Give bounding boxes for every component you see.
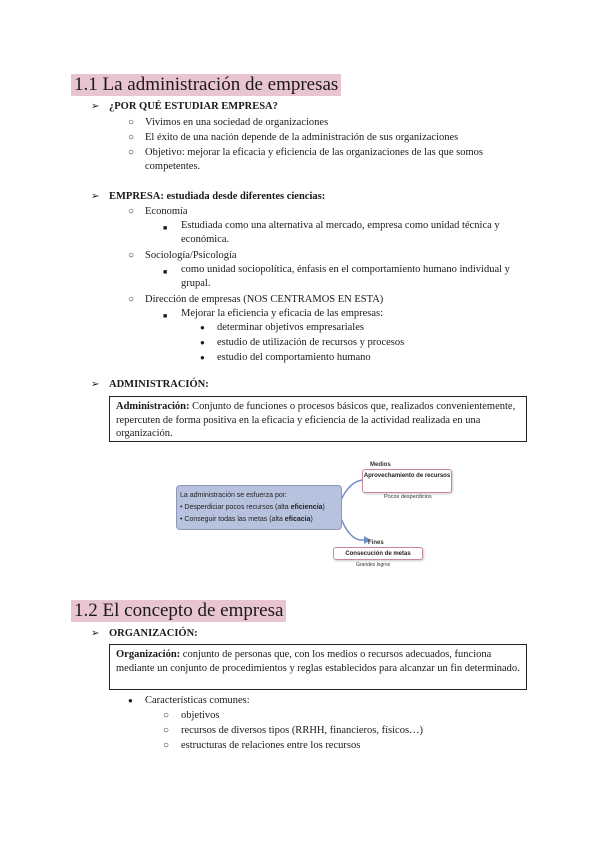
list-item: Características comunes: <box>145 695 250 706</box>
definition-box <box>109 644 527 690</box>
list-item: como unidad sociopolítica, énfasis en el comportamiento humano individual y grupal. <box>181 264 510 289</box>
list-item: estudio del comportamiento humano <box>217 352 371 363</box>
diagram-medios-sub: Pocos desperdicios <box>384 494 432 500</box>
diagram-fines-sub: Grandes logros <box>356 562 391 568</box>
arrow-bullet-icon: ➢ <box>91 191 100 202</box>
list-item: Vivimos en una sociedad de organizaciones <box>145 117 329 128</box>
subheading: EMPRESA: estudiada desde diferentes ciencias: <box>109 191 326 202</box>
list-item: Objetivo: mejorar la eficacia y eficiencia de las organizaciones de las que somos competentes. <box>145 147 483 172</box>
list-item: determinar objetivos empresariales <box>217 322 364 333</box>
circle-bullet-icon: ○ <box>128 147 135 158</box>
arrow-bullet-icon: ➢ <box>91 628 100 639</box>
circle-bullet-icon: ○ <box>128 117 135 128</box>
list-item: Economía <box>145 206 188 217</box>
list-item: Dirección de empresas (NOS CENTRAMOS EN ESTA) <box>145 294 384 305</box>
section-title: 1.1 La administración de empresas <box>71 74 341 96</box>
definition-box <box>109 396 527 442</box>
square-bullet-icon: ■ <box>163 224 168 232</box>
list-item: Sociología/Psicología <box>145 250 237 261</box>
list-item: estructuras de relaciones entre los recursos <box>181 740 361 751</box>
definition-text: Conjunto de funciones o procesos básicos que, realizados convenientemente, repercuten de forma positiva en la eficacia y eficiencia de la actividad realizada en una organización. <box>116 401 516 439</box>
diagram-medios-box: Aprovechamiento de recursos <box>362 469 452 493</box>
subheading: ¿POR QUÉ ESTUDIAR EMPRESA? <box>109 101 278 112</box>
diagram-fines-box: Consecución de metas <box>333 547 423 560</box>
circle-bullet-icon: ○ <box>128 250 135 261</box>
diagram-medios-label: Medios <box>370 462 391 468</box>
list-item: Estudiada como una alternativa al mercado, empresa como unidad técnica y económica. <box>181 220 500 245</box>
dot-bullet-icon: ● <box>200 353 205 362</box>
diagram-main-box <box>176 485 342 530</box>
arrow-bullet-icon: ➢ <box>91 379 100 390</box>
circle-bullet-icon: ○ <box>163 740 170 751</box>
list-item: objetivos <box>181 710 220 721</box>
arrow-bullet-icon: ➢ <box>91 101 100 112</box>
circle-bullet-icon: ○ <box>128 132 135 143</box>
square-bullet-icon: ■ <box>163 312 168 320</box>
definition-text: conjunto de personas que, con los medios o recursos adecuados, funciona mediante un conjunto de procedimientos y reglas establecidos para alcanzar un fin determinado. <box>116 649 520 674</box>
dot-bullet-icon: ● <box>200 338 205 347</box>
section-title: 1.2 El concepto de empresa <box>71 600 286 622</box>
circle-bullet-icon: ○ <box>163 725 170 736</box>
diagram-main-title: La administración se esfuerza por: <box>180 492 287 499</box>
square-bullet-icon: ■ <box>163 268 168 276</box>
circle-bullet-icon: ○ <box>128 294 135 305</box>
list-item: Mejorar la eficiencia y eficacia de las empresas: <box>181 308 384 319</box>
dot-bullet-icon: ● <box>200 323 205 332</box>
diagram-bullet: • Desperdiciar pocos recursos (alta eficiencia) <box>180 504 325 511</box>
list-item: recursos de diversos tipos (RRHH, financieros, físicos…) <box>181 725 424 736</box>
circle-bullet-icon: ○ <box>163 710 170 721</box>
circle-bullet-icon: ○ <box>128 206 135 217</box>
subheading: ADMINISTRACIÓN: <box>109 379 209 390</box>
diagram-bullet: • Conseguir todas las metas (alta eficacia) <box>180 516 313 523</box>
subheading: ORGANIZACIÓN: <box>109 628 198 639</box>
dot-bullet-icon: ● <box>128 696 133 705</box>
diagram-fines-label: Fines <box>368 540 384 546</box>
list-item: estudio de utilización de recursos y procesos <box>217 337 405 348</box>
list-item: El éxito de una nación depende de la administración de sus organizaciones <box>145 132 459 143</box>
definition-term: Organización: <box>116 649 181 660</box>
definition-term: Administración: <box>116 401 190 412</box>
